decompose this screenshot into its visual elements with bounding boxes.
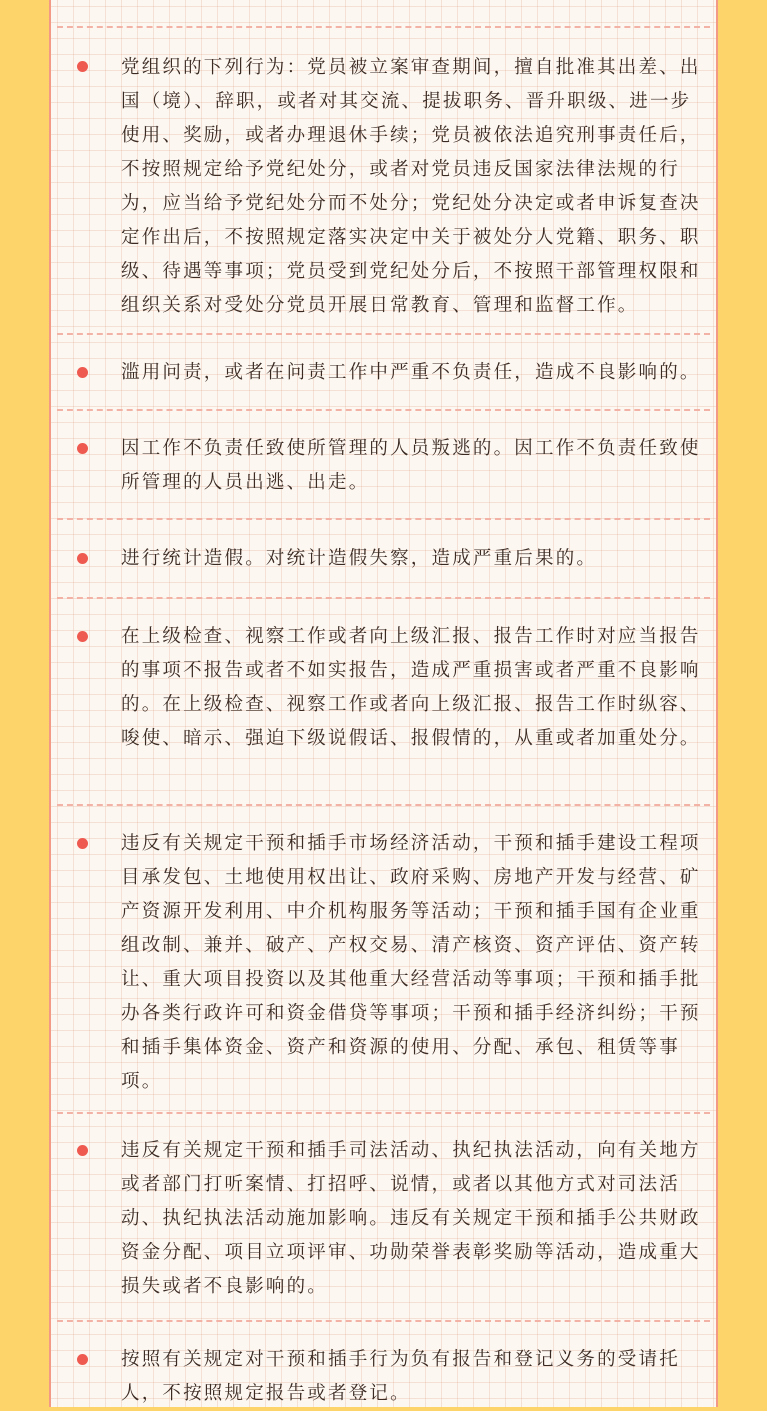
list-item-text: 进行统计造假。对统计造假失察，造成严重后果的。 [121, 548, 598, 569]
bullet-icon [77, 838, 88, 849]
bullet-icon [77, 61, 88, 72]
list-item-text: 违反有关规定干预和插手市场经济活动，干预和插手建设工程项目承发包、土地使用权出让、政府采购、房地产开发与经营、矿产资源开发利用、中介机构服务等活动；干预和插手国有企业重组改制、兼并、破产、产权交易、清产核资、资产评估、资产转让、重大项目投资以及其他重大经营活动等事项；干预和插手批办各类行政许可和资金借贷等事项；干预和插手经济纠纷；干预和插手集体资金、资产和资源的使用、分配、承包、租赁等事项。 [121, 833, 701, 1092]
bullet-icon [77, 367, 88, 378]
divider [57, 518, 710, 520]
document-panel [49, 0, 718, 1407]
list-item-text: 滥用问责，或者在问责工作中严重不负责任，造成不良影响的。 [121, 362, 701, 383]
list-item-text: 按照有关规定对干预和插手行为负有报告和登记义务的受请托人，不按照规定报告或者登记。 [121, 1349, 680, 1404]
divider [57, 409, 710, 411]
list-item-text: 党组织的下列行为：党员被立案审查期间，擅自批准其出差、出国（境）、辞职，或者对其交流、提拔职务、晋升职级、进一步使用、奖励，或者办理退休手续；党员被依法追究刑事责任后，不按照规定给予党纪处分，或者对党员违反国家法律法规的行为，应当给予党纪处分而不处分；党纪处分决定或者申诉复查决定作出后，不按照规定落实决定中关于被处分人党籍、职务、职级、待遇等事项；党员受到党纪处分后，不按照干部管理权限和组织关系对受处分党员开展日常教育、管理和监督工作。 [121, 57, 701, 316]
bullet-icon [77, 1145, 88, 1156]
list-item-text: 在上级检查、视察工作或者向上级汇报、报告工作时对应当报告的事项不报告或者不如实报告，造成严重损害或者严重不良影响的。在上级检查、视察工作或者向上级汇报、报告工作时纵容、唆使、暗示、强迫下级说假话、报假情的，从重或者加重处分。 [121, 626, 701, 749]
bullet-icon [77, 1354, 88, 1365]
bullet-icon [77, 443, 88, 454]
list-item-text: 违反有关规定干预和插手司法活动、执纪执法活动，向有关地方或者部门打听案情、打招呼、说情，或者以其他方式对司法活动、执纪执法活动施加影响。违反有关规定干预和插手公共财政资金分配、项目立项评审、功勋荣誉表彰奖励等活动，造成重大损失或者不良影响的。 [121, 1140, 701, 1297]
bullet-icon [77, 553, 88, 564]
divider [57, 333, 710, 335]
divider [57, 1112, 710, 1114]
divider [57, 804, 710, 806]
divider [57, 1320, 710, 1322]
divider [57, 597, 710, 599]
list-item-text: 因工作不负责任致使所管理的人员叛逃的。因工作不负责任致使所管理的人员出逃、出走。 [121, 438, 701, 493]
bullet-icon [77, 631, 88, 642]
divider [57, 26, 710, 28]
